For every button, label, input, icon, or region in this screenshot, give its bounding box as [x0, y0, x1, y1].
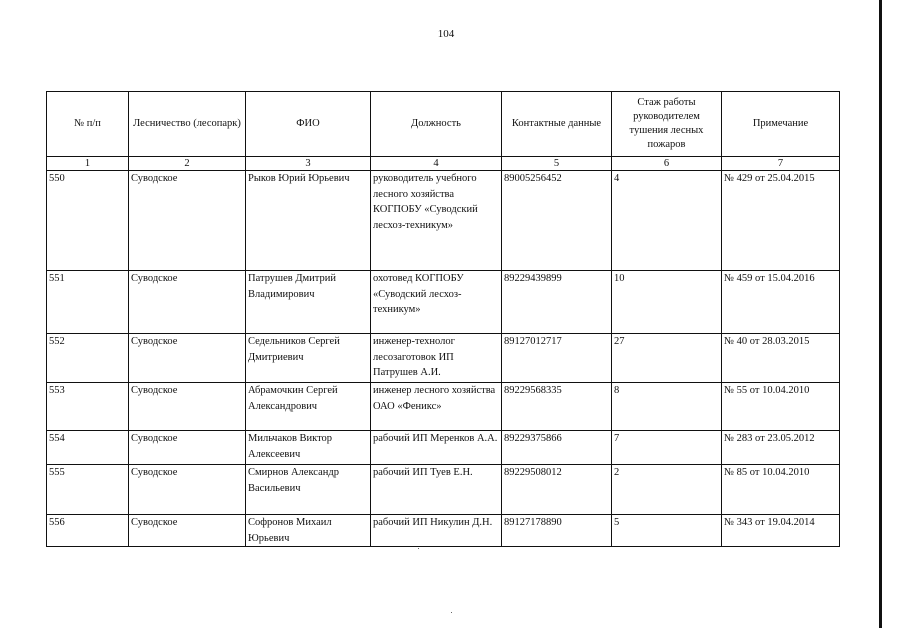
header-full-name: ФИО	[246, 92, 371, 157]
cell-forestry: Суводское	[129, 383, 246, 431]
cell-full-name: Седельников Сергей Дмитриевич	[246, 334, 371, 383]
cell-note: № 429 от 25.04.2015	[722, 171, 840, 271]
cell-phone: 89127012717	[502, 334, 612, 383]
cell-forestry: Суводское	[129, 334, 246, 383]
cell-position: рабочий ИП Меренков А.А.	[371, 431, 502, 465]
table-row	[47, 334, 840, 383]
header-note: Примечание	[722, 92, 840, 157]
cell-phone: 89229568335	[502, 383, 612, 431]
cell-number: 551	[47, 271, 129, 334]
cell-experience: 8	[612, 383, 722, 431]
cell-forestry: Суводское	[129, 431, 246, 465]
scan-speck	[451, 612, 452, 613]
column-number: 5	[502, 157, 612, 171]
cell-full-name: Смирнов Александр Васильевич	[246, 465, 371, 515]
cell-note: № 85 от 10.04.2010	[722, 465, 840, 515]
fire-managers-table	[46, 91, 840, 547]
cell-position: рабочий ИП Никулин Д.Н.	[371, 515, 502, 547]
table-row	[47, 465, 840, 515]
table-row	[47, 383, 840, 431]
cell-full-name: Патрушев Дмитрий Владимирович	[246, 271, 371, 334]
cell-phone: 89127178890	[502, 515, 612, 547]
header-forestry: Лесничество (лесопарк)	[129, 92, 246, 157]
column-numbers-row	[47, 157, 840, 171]
header-experience: Стаж работы руководителем тушения лесных пожаров	[612, 92, 722, 157]
cell-number: 550	[47, 171, 129, 271]
cell-experience: 5	[612, 515, 722, 547]
cell-full-name: Софронов Михаил Юрьевич	[246, 515, 371, 547]
cell-position: руководитель учебного лесного хозяйства КОГПОБУ «Суводский лесхоз-техникум»	[371, 171, 502, 271]
table-row	[47, 431, 840, 465]
cell-number: 552	[47, 334, 129, 383]
header-row	[47, 92, 840, 157]
scan-speck	[418, 548, 419, 549]
cell-number: 554	[47, 431, 129, 465]
cell-forestry: Суводское	[129, 271, 246, 334]
column-number: 4	[371, 157, 502, 171]
cell-note: № 459 от 15.04.2016	[722, 271, 840, 334]
cell-forestry: Суводское	[129, 515, 246, 547]
cell-forestry: Суводское	[129, 465, 246, 515]
scan-edge-line	[879, 0, 882, 628]
cell-full-name: Мильчаков Виктор Алексеевич	[246, 431, 371, 465]
cell-full-name: Рыков Юрий Юрьевич	[246, 171, 371, 271]
cell-phone: 89229508012	[502, 465, 612, 515]
column-number: 6	[612, 157, 722, 171]
cell-position: рабочий ИП Туев Е.Н.	[371, 465, 502, 515]
cell-phone: 89229375866	[502, 431, 612, 465]
column-number: 7	[722, 157, 840, 171]
cell-experience: 10	[612, 271, 722, 334]
cell-experience: 4	[612, 171, 722, 271]
column-number: 2	[129, 157, 246, 171]
cell-note: № 55 от 10.04.2010	[722, 383, 840, 431]
header-contacts: Контактные данные	[502, 92, 612, 157]
cell-full-name: Абрамочкин Сергей Александрович	[246, 383, 371, 431]
cell-experience: 7	[612, 431, 722, 465]
cell-experience: 27	[612, 334, 722, 383]
cell-note: № 40 от 28.03.2015	[722, 334, 840, 383]
cell-forestry: Суводское	[129, 171, 246, 271]
header-position: Должность	[371, 92, 502, 157]
page-number: 104	[437, 28, 455, 40]
cell-position: охотовед КОГПОБУ «Суводский лесхоз-техникум»	[371, 271, 502, 334]
cell-position: инженер-технолог лесозаготовок ИП Патрушев А.И.	[371, 334, 502, 383]
cell-position: инженер лесного хозяйства ОАО «Феникс»	[371, 383, 502, 431]
table-row	[47, 171, 840, 271]
table-row	[47, 271, 840, 334]
cell-experience: 2	[612, 465, 722, 515]
cell-number: 555	[47, 465, 129, 515]
cell-note: № 343 от 19.04.2014	[722, 515, 840, 547]
cell-note: № 283 от 23.05.2012	[722, 431, 840, 465]
table-row	[47, 515, 840, 547]
header-number: № п/п	[47, 92, 129, 157]
column-number: 1	[47, 157, 129, 171]
cell-number: 553	[47, 383, 129, 431]
cell-phone: 89005256452	[502, 171, 612, 271]
cell-number: 556	[47, 515, 129, 547]
cell-phone: 89229439899	[502, 271, 612, 334]
column-number: 3	[246, 157, 371, 171]
